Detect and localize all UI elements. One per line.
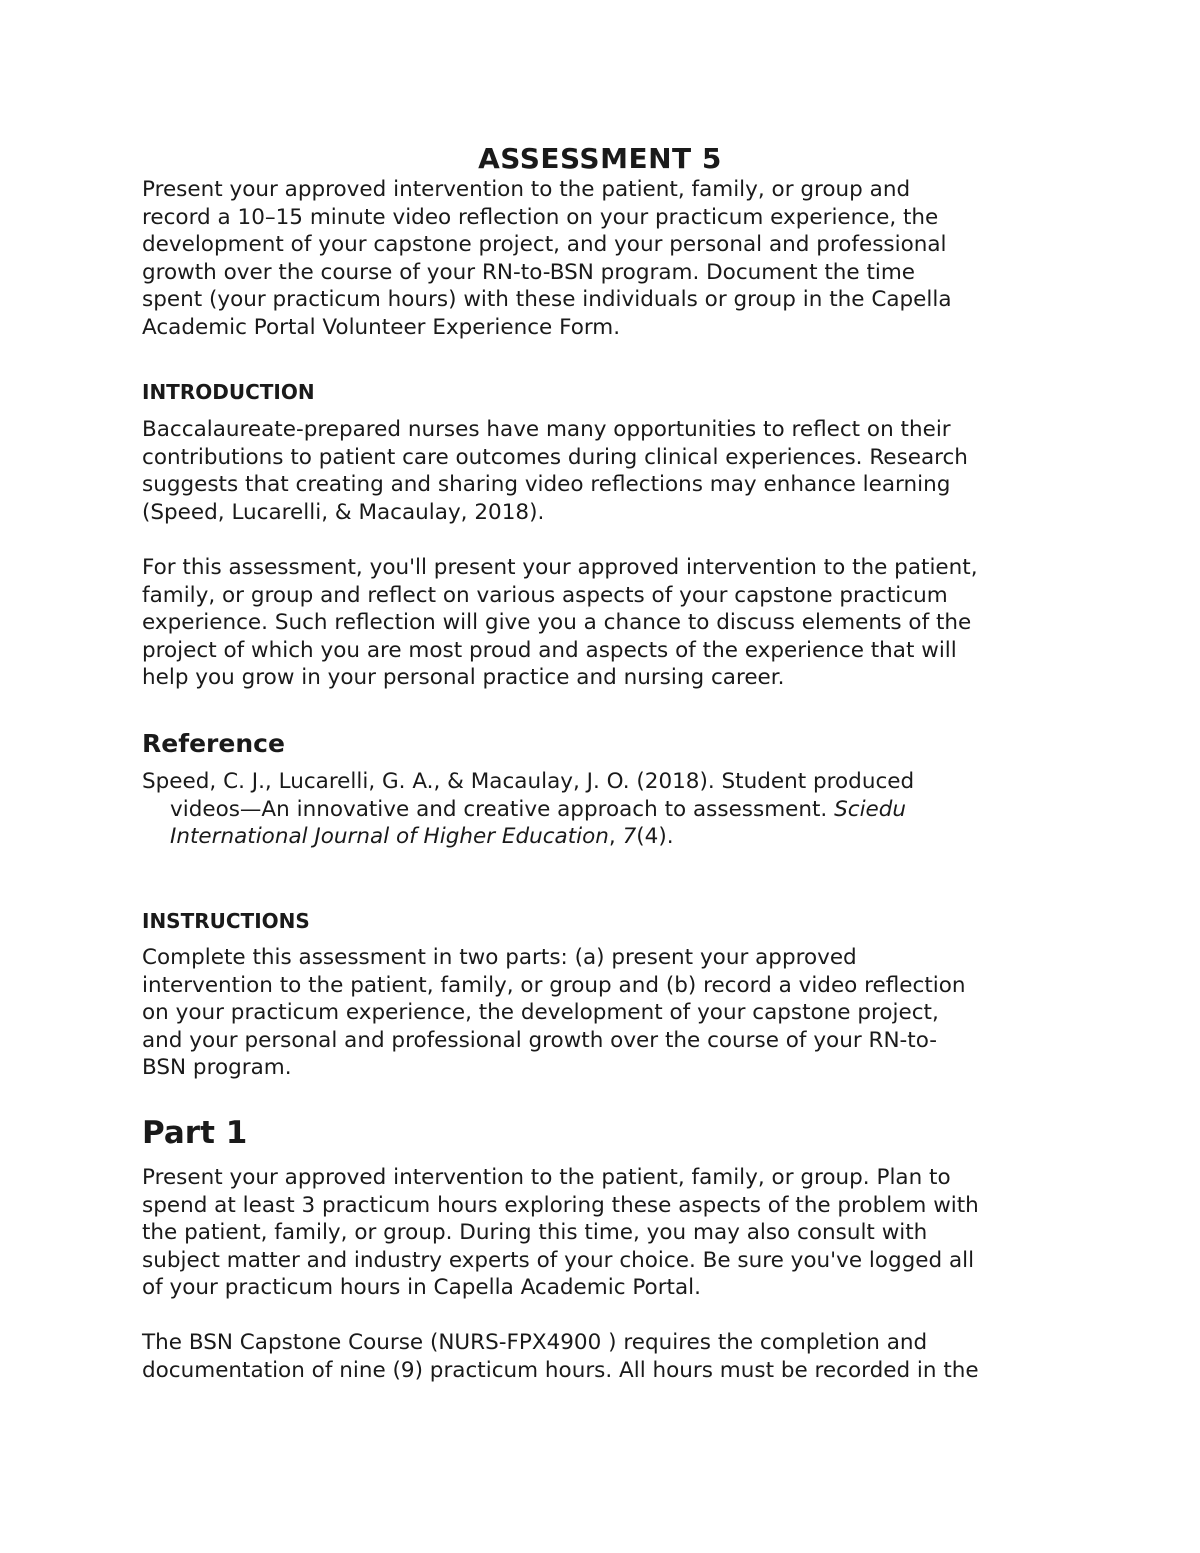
- part1-paragraph-1: [142, 1164, 979, 1302]
- reference-line: [142, 823, 914, 851]
- text-line: Baccalaureate-prepared nurses have many opportunities to reflect on their: [142, 417, 951, 442]
- reference-entry: [142, 768, 914, 851]
- separator: ,: [608, 824, 623, 849]
- introduction-heading: INTRODUCTION: [142, 380, 315, 404]
- introduction-paragraph-1: [142, 416, 968, 526]
- text-line: The BSN Capstone Course (NURS-FPX4900 ) requires the completion and: [142, 1330, 928, 1355]
- reference-text: videos—An innovative and creative approach to assessment.: [170, 796, 835, 822]
- text-line: growth over the course of your RN-to-BSN program. Document the time: [142, 259, 916, 285]
- journal-volume: 7: [622, 824, 637, 849]
- journal-issue: (4).: [636, 824, 674, 849]
- text-line: development of your capstone project, and your personal and professional: [142, 232, 947, 257]
- reference-line: [142, 796, 914, 824]
- introduction-paragraph-2: [142, 554, 978, 692]
- text-line: on your practicum experience, the development of your capstone project,: [142, 1000, 939, 1025]
- reference-heading: Reference: [142, 729, 285, 758]
- text-line: subject matter and industry experts of your choice. Be sure you've logged all: [142, 1247, 975, 1273]
- text-line: Academic Portal Volunteer Experience Form.: [142, 314, 621, 340]
- text-line: experience. Such reflection will give you a chance to discuss elements of the: [142, 610, 972, 635]
- instructions-heading: INSTRUCTIONS: [142, 909, 310, 933]
- text-line: family, or group and reflect on various aspects of your capstone practicum: [142, 582, 948, 608]
- text-line: contributions to patient care outcomes during clinical experiences. Research: [142, 444, 968, 470]
- text-line: Complete this assessment in two parts: (a) present your approved: [142, 945, 857, 970]
- journal-name: Sciedu: [834, 796, 907, 822]
- journal-name: International Journal of Higher Education: [170, 824, 609, 849]
- document-title: ASSESSMENT 5: [478, 142, 722, 175]
- text-line: spent (your practicum hours) with these individuals or group in the Capella: [142, 287, 952, 312]
- part1-heading: Part 1: [142, 1115, 248, 1151]
- text-line: project of which you are most proud and aspects of the experience that will: [142, 637, 957, 663]
- text-line: (Speed, Lucarelli, & Macaulay, 2018).: [142, 499, 545, 525]
- text-line: Present your approved intervention to the patient, family, or group and: [142, 177, 911, 202]
- part1-paragraph-2: [142, 1329, 979, 1384]
- text-line: Present your approved intervention to the patient, family, or group. Plan to: [142, 1165, 951, 1190]
- text-line: For this assessment, you'll present your approved intervention to the patient,: [142, 555, 978, 580]
- text-line: intervention to the patient, family, or group and (b) record a video reflection: [142, 972, 966, 998]
- text-line: suggests that creating and sharing video reflections may enhance learning: [142, 472, 951, 497]
- instructions-paragraph: [142, 944, 966, 1082]
- text-line: record a 10–15 minute video reflection on your practicum experience, the: [142, 204, 939, 230]
- text-line: spend at least 3 practicum hours exploring these aspects of the problem with: [142, 1192, 979, 1218]
- text-line: of your practicum hours in Capella Academic Portal.: [142, 1275, 701, 1300]
- reference-line: Speed, C. J., Lucarelli, G. A., & Macaulay, J. O. (2018). Student produced: [142, 769, 915, 794]
- text-line: help you grow in your personal practice and nursing career.: [142, 665, 785, 690]
- text-line: and your personal and professional growth over the course of your RN-to-: [142, 1027, 938, 1053]
- text-line: the patient, family, or group. During this time, you may also consult with: [142, 1220, 928, 1245]
- intro-paragraph: [142, 176, 952, 341]
- text-line: BSN program.: [142, 1055, 292, 1080]
- text-line: documentation of nine (9) practicum hours. All hours must be recorded in the: [142, 1357, 979, 1383]
